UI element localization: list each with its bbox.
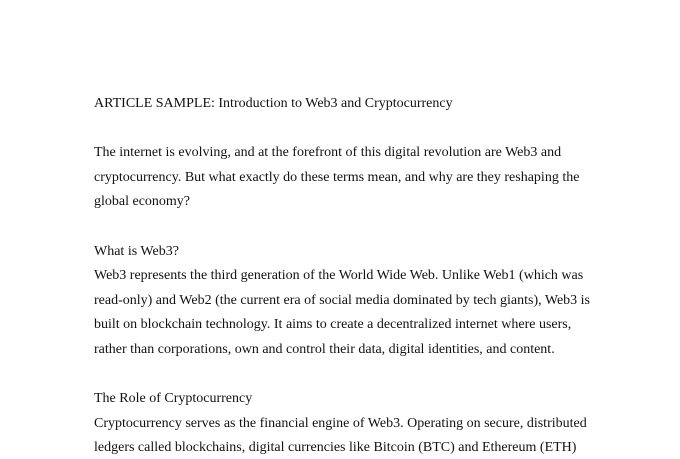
intro-line: The internet is evolving, and at the forefront of this digital revolution are Web3 and	[94, 145, 562, 161]
web3-line: rather than corporations, own and control their data, digital identities, and content.	[94, 341, 555, 357]
section-heading-crypto	[94, 387, 594, 412]
web3-line: Web3 represents the third generation of the World Wide Web. Unlike Web1 (which was	[94, 268, 584, 284]
paragraph-gap	[94, 363, 594, 388]
paragraph-gap	[94, 215, 594, 240]
crypto-line: Cryptocurrency serves as the financial engine of Web3. Operating on secure, distributed	[94, 415, 587, 431]
crypto-line: ledgers called blockchains, digital currencies like Bitcoin (BTC) and Ethereum (ETH)	[94, 440, 577, 456]
web3-line: built on blockchain technology. It aims to create a decentralized internet where users,	[94, 317, 572, 333]
article-title	[94, 92, 594, 117]
intro-paragraph	[94, 141, 594, 215]
intro-line: global economy?	[94, 194, 191, 210]
article-title-text: ARTICLE SAMPLE: Introduction to Web3 and Cryptocurrency	[94, 96, 453, 111]
paragraph-gap	[94, 117, 594, 142]
section-heading-text: What is Web3?	[94, 243, 179, 259]
web3-paragraph	[94, 264, 594, 362]
web3-line: read-only) and Web2 (the current era of social media dominated by tech giants), Web3 is	[94, 292, 591, 308]
crypto-paragraph	[94, 412, 594, 459]
section-heading-text: The Role of Cryptocurrency	[94, 391, 253, 407]
section-heading-web3	[94, 240, 594, 265]
article-body	[94, 92, 594, 459]
intro-line: cryptocurrency. But what exactly do these terms mean, and why are they reshaping the	[94, 169, 580, 185]
